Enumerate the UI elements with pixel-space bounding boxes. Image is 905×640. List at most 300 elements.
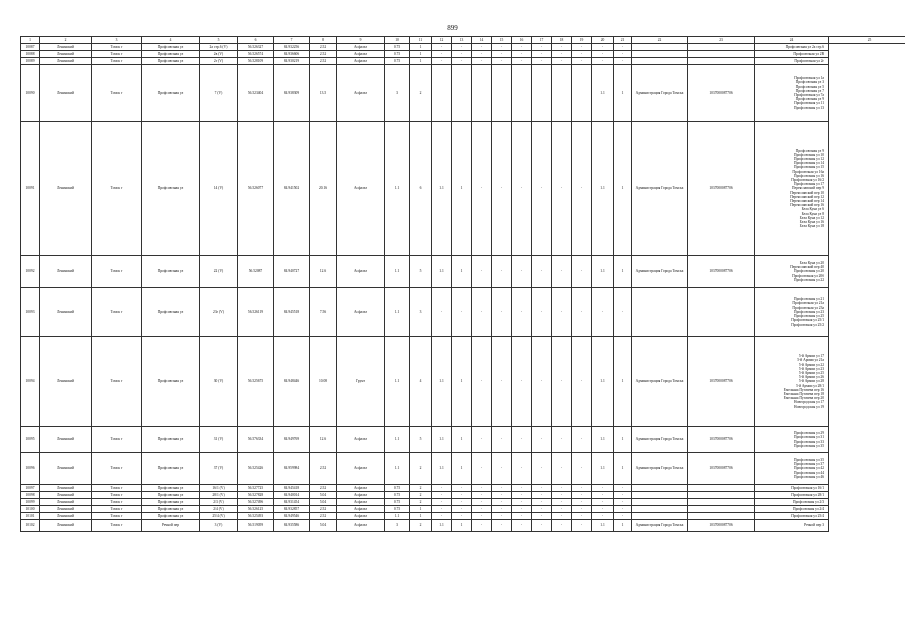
- table-cell: -: [614, 288, 632, 337]
- table-cell: 84.949546: [274, 513, 310, 520]
- table-cell: Томск г: [92, 513, 142, 520]
- table-cell: -: [572, 58, 592, 65]
- table-cell: 84.945418: [274, 485, 310, 492]
- table-cell: -: [492, 453, 512, 485]
- table-cell: 10089: [21, 58, 40, 65]
- table-cell: -: [492, 513, 512, 520]
- table-cell: -: [614, 513, 632, 520]
- table-cell: Профсоюзная ул: [142, 65, 200, 122]
- column-number: 24: [755, 37, 829, 44]
- table-cell: -: [512, 44, 532, 51]
- table-cell: 84.932857: [274, 506, 310, 513]
- served-address: Профсоюзная ул 21: [793, 297, 824, 302]
- served-address: 5-й Армии ул 26: [798, 375, 824, 380]
- table-cell: -: [452, 51, 472, 58]
- address-list-cell: [755, 453, 829, 485]
- address-list-cell: [755, 122, 829, 256]
- table-cell: -: [572, 122, 592, 256]
- table-cell: -: [432, 492, 452, 499]
- table-row: [21, 65, 905, 122]
- table-cell: Администрация Города Томска: [632, 65, 688, 122]
- table-cell: -: [472, 51, 492, 58]
- table-cell: -: [592, 58, 614, 65]
- table-cell: 1.1: [385, 288, 410, 337]
- table-row: [21, 513, 905, 520]
- table-cell: 2в (V): [200, 51, 238, 58]
- served-address: Профсоюзная ул 9: [795, 148, 824, 153]
- table-cell: [632, 513, 688, 520]
- table-cell: -: [512, 337, 532, 427]
- table-row: [21, 288, 905, 337]
- table-cell: 56.576334: [238, 427, 274, 453]
- table-row: [21, 506, 905, 513]
- table-cell: 1.1: [592, 427, 614, 453]
- table-cell: -: [452, 288, 472, 337]
- table-row: [21, 256, 905, 288]
- table-cell: -: [452, 499, 472, 506]
- table-cell: 1037000087706: [688, 122, 755, 256]
- table-cell: Ленинский: [40, 58, 92, 65]
- served-address: 5-й Армии ул 22: [798, 362, 824, 367]
- table-cell: 56.527725: [238, 485, 274, 492]
- table-cell: 84.936606: [274, 51, 310, 58]
- column-number: 3: [92, 37, 142, 44]
- table-cell: Томск г: [92, 492, 142, 499]
- table-cell: 84.932256: [274, 44, 310, 51]
- served-address: Профсоюзная ул 21а: [792, 301, 824, 306]
- table-cell: Томск г: [92, 337, 142, 427]
- column-number: 17: [532, 37, 552, 44]
- table-cell: 84.940727: [274, 256, 310, 288]
- table-cell: 10100: [21, 506, 40, 513]
- column-number: 21: [614, 37, 632, 44]
- table-cell: Грунт: [337, 337, 385, 427]
- served-address: Профсоюзная ул 2/4: [792, 506, 824, 511]
- table-cell: 3: [410, 288, 432, 337]
- table-cell: [452, 65, 472, 122]
- table-cell: 5: [410, 427, 432, 453]
- table-cell: Профсоюзная ул: [142, 58, 200, 65]
- table-cell: -: [512, 122, 532, 256]
- served-address: Емельяна Пугачева пер 20: [783, 396, 824, 401]
- served-address: 5-й Армии ул 28: [798, 379, 824, 384]
- table-cell: Асфальт: [337, 453, 385, 485]
- table-cell: 1.1: [385, 337, 410, 427]
- served-address: Профсоюзная ул 25/1: [791, 318, 824, 323]
- table-cell: Ленинский: [40, 256, 92, 288]
- table-cell: Асфальт: [337, 122, 385, 256]
- table-cell: 84.948446: [274, 337, 310, 427]
- table-cell: 56.526077: [238, 122, 274, 256]
- table-cell: -: [472, 58, 492, 65]
- table-cell: 1.1: [432, 256, 452, 288]
- address-list-cell: [755, 288, 829, 337]
- table-cell: 10.08: [310, 337, 337, 427]
- served-address: Профсоюзная ул 17: [793, 182, 824, 187]
- table-cell: Профсоюзная ул: [142, 492, 200, 499]
- served-address: 5-й Армии ул 17: [798, 354, 824, 359]
- table-cell: 10099: [21, 499, 40, 506]
- table-row: [21, 58, 905, 65]
- table-cell: -: [572, 485, 592, 492]
- table-cell: Асфальт: [337, 506, 385, 513]
- table-cell: -: [492, 256, 512, 288]
- table-cell: -: [532, 513, 552, 520]
- table-cell: 7.56: [310, 288, 337, 337]
- table-cell: 1: [452, 453, 472, 485]
- table-cell: Профсоюзная ул: [142, 427, 200, 453]
- served-address: Профсоюзная ул 35: [793, 443, 824, 448]
- column-number: 5: [200, 37, 238, 44]
- address-list-cell: [755, 513, 829, 520]
- table-cell: 84.945518: [274, 288, 310, 337]
- table-cell: -: [492, 499, 512, 506]
- table-cell: [572, 65, 592, 122]
- served-address: Профсоюзная ул 25/4: [791, 513, 824, 518]
- table-cell: Асфальт: [337, 51, 385, 58]
- table-cell: Асфальт: [337, 58, 385, 65]
- table-cell: -: [472, 506, 492, 513]
- table-cell: -: [572, 492, 592, 499]
- address-list-cell: [755, 337, 829, 427]
- served-address: Бела Куна ул 8: [801, 211, 824, 216]
- table-cell: 2.52: [310, 506, 337, 513]
- served-address: Емельяна Пугачева пер 18: [783, 392, 824, 396]
- served-address: Профсоюзная ул 22: [793, 277, 824, 282]
- table-cell: 10088: [21, 51, 40, 58]
- table-cell: Томск г: [92, 51, 142, 58]
- column-number: 19: [572, 37, 592, 44]
- table-cell: [688, 499, 755, 506]
- table-cell: -: [512, 485, 532, 492]
- table-cell: 4: [410, 337, 432, 427]
- table-cell: 0.75: [385, 499, 410, 506]
- table-cell: 2: [410, 453, 432, 485]
- served-address: Емельяна Пугачева пер 16: [783, 387, 824, 392]
- table-cell: 23г (V): [200, 288, 238, 337]
- table-cell: -: [592, 288, 614, 337]
- table-cell: -: [552, 51, 572, 58]
- table-cell: -: [492, 520, 512, 532]
- table-cell: 2: [410, 65, 432, 122]
- table-cell: Томск г: [92, 499, 142, 506]
- table-cell: 10101: [21, 513, 40, 520]
- column-number: 9: [337, 37, 385, 44]
- table-cell: -: [572, 256, 592, 288]
- served-address: Бела Куна ул 18: [799, 224, 824, 229]
- table-cell: -: [472, 499, 492, 506]
- table-cell: -: [472, 337, 492, 427]
- served-address: Профсоюзная ул 12: [793, 156, 824, 161]
- column-number: 22: [632, 37, 688, 44]
- table-cell: -: [572, 453, 592, 485]
- table-cell: Профсоюзная ул: [142, 499, 200, 506]
- table-cell: Профсоюзная ул: [142, 122, 200, 256]
- table-cell: Асфальт: [337, 44, 385, 51]
- table-cell: 22 (V): [200, 256, 238, 288]
- table-cell: 1.1: [592, 520, 614, 532]
- table-cell: [492, 65, 512, 122]
- table-cell: -: [592, 513, 614, 520]
- table-cell: -: [472, 288, 492, 337]
- served-address: Профсоюзная ул 44: [793, 470, 824, 475]
- table-cell: 6: [410, 122, 432, 256]
- table-cell: 0.75: [385, 506, 410, 513]
- table-cell: Томск г: [92, 506, 142, 513]
- table-cell: [432, 65, 452, 122]
- table-cell: -: [552, 513, 572, 520]
- table-cell: [632, 485, 688, 492]
- table-cell: [688, 506, 755, 513]
- table-cell: 1.1: [432, 453, 452, 485]
- table-cell: 1.1: [385, 453, 410, 485]
- table-cell: Ленинский: [40, 499, 92, 506]
- served-address: Переяславский пер 10: [790, 190, 824, 195]
- table-cell: [688, 485, 755, 492]
- table-row: [21, 485, 905, 492]
- table-cell: [632, 499, 688, 506]
- table-cell: 1.1: [432, 427, 452, 453]
- served-address: Профсоюзная ул 14: [793, 161, 824, 166]
- table-cell: -: [572, 506, 592, 513]
- table-cell: -: [614, 485, 632, 492]
- served-address: Профсоюзная ул 23: [793, 309, 824, 314]
- table-cell: [688, 288, 755, 337]
- table-cell: 2г (V): [200, 58, 238, 65]
- table-cell: -: [572, 520, 592, 532]
- table-cell: -: [492, 58, 512, 65]
- table-cell: Профсоюзная ул: [142, 337, 200, 427]
- table-cell: Томск г: [92, 256, 142, 288]
- table-cell: 2а стр.6 (V): [200, 44, 238, 51]
- table-cell: Томск г: [92, 122, 142, 256]
- table-cell: [688, 492, 755, 499]
- table-cell: -: [572, 288, 592, 337]
- table-cell: -: [532, 453, 552, 485]
- column-number: 18: [552, 37, 572, 44]
- table-cell: 0.75: [385, 492, 410, 499]
- table-cell: 56.523404: [238, 65, 274, 122]
- table-cell: 56.528109: [238, 58, 274, 65]
- column-number: 15: [492, 37, 512, 44]
- table-cell: Ленинский: [40, 492, 92, 499]
- table-cell: 31 (V): [200, 427, 238, 453]
- table-cell: -: [552, 256, 572, 288]
- table-cell: 84.935586: [274, 520, 310, 532]
- table-cell: Ленинский: [40, 44, 92, 51]
- table-cell: Администрация Города Томска: [632, 427, 688, 453]
- table-cell: 3: [385, 65, 410, 122]
- column-number: 7: [274, 37, 310, 44]
- table-cell: -: [552, 485, 572, 492]
- table-cell: -: [452, 58, 472, 65]
- table-cell: Томск г: [92, 427, 142, 453]
- table-cell: 2: [410, 492, 432, 499]
- served-address: Профсоюзная ул 16: [793, 173, 824, 178]
- table-cell: 1.1: [592, 122, 614, 256]
- table-cell: -: [592, 506, 614, 513]
- table-cell: Асфальт: [337, 65, 385, 122]
- table-cell: -: [472, 492, 492, 499]
- served-address: Профсоюзная ул 35: [793, 457, 824, 462]
- table-cell: Ленинский: [40, 506, 92, 513]
- table-cell: [632, 492, 688, 499]
- table-cell: 1037000087706: [688, 65, 755, 122]
- table-row: [21, 427, 905, 453]
- page-number: 899: [447, 24, 458, 32]
- column-number: 8: [310, 37, 337, 44]
- table-cell: 84.941502: [274, 122, 310, 256]
- table-cell: 1.1: [385, 122, 410, 256]
- table-cell: -: [614, 58, 632, 65]
- table-cell: 5.04: [310, 492, 337, 499]
- table-cell: -: [472, 427, 492, 453]
- table-cell: -: [452, 506, 472, 513]
- table-cell: 2: [410, 485, 432, 492]
- column-number: 16: [512, 37, 532, 44]
- table-cell: 56.525675: [238, 337, 274, 427]
- address-list-cell: [755, 51, 829, 58]
- served-address: Переяславский пер 16: [790, 203, 824, 208]
- column-number: 14: [472, 37, 492, 44]
- table-cell: -: [532, 506, 552, 513]
- table-cell: 0.75: [385, 485, 410, 492]
- column-number: 2: [40, 37, 92, 44]
- table-cell: [632, 44, 688, 51]
- table-cell: 1: [452, 427, 472, 453]
- table-cell: Асфальт: [337, 288, 385, 337]
- table-cell: -: [512, 506, 532, 513]
- table-cell: -: [492, 288, 512, 337]
- table-cell: -: [552, 427, 572, 453]
- table-cell: -: [552, 506, 572, 513]
- table-cell: 12.6: [310, 427, 337, 453]
- table-cell: 1: [410, 506, 432, 513]
- table-cell: 1: [452, 122, 472, 256]
- table-cell: [688, 513, 755, 520]
- served-address: Профсоюзная ул 2а стр.6: [785, 44, 824, 49]
- table-cell: 5.04: [310, 520, 337, 532]
- table-cell: 1.1: [432, 520, 452, 532]
- table-cell: -: [532, 288, 552, 337]
- table-cell: -: [552, 453, 572, 485]
- table-cell: 1: [614, 337, 632, 427]
- table-cell: 1037000087706: [688, 520, 755, 532]
- served-address: Профсоюзная ул 16/1: [791, 485, 824, 490]
- table-cell: Ленинский: [40, 520, 92, 532]
- table-cell: [532, 65, 552, 122]
- served-address: Профсоюзная ул 33: [793, 439, 824, 444]
- table-cell: 0.75: [385, 44, 410, 51]
- table-cell: -: [532, 492, 552, 499]
- table-cell: -: [452, 492, 472, 499]
- table-cell: 10102: [21, 520, 40, 532]
- table-cell: Профсоюзная ул: [142, 44, 200, 51]
- table-cell: 10090: [21, 65, 40, 122]
- table-cell: Профсоюзная ул: [142, 51, 200, 58]
- table-cell: -: [572, 337, 592, 427]
- table-cell: [688, 44, 755, 51]
- table-cell: Ленинский: [40, 65, 92, 122]
- served-address: 5-й Армии ул 28/1: [796, 383, 824, 388]
- served-address: 5-й Армии ул 25: [798, 370, 824, 375]
- served-address: Бела Куна ул 20: [799, 260, 824, 265]
- table-cell: Томск г: [92, 58, 142, 65]
- column-number: 1: [21, 37, 40, 44]
- served-address: Новгородская ул 19: [794, 404, 824, 409]
- table-cell: -: [512, 58, 532, 65]
- table-cell: 1: [410, 44, 432, 51]
- table-cell: Администрация Города Томска: [632, 122, 688, 256]
- table-cell: [632, 506, 688, 513]
- table-cell: Профсоюзная ул: [142, 506, 200, 513]
- table-cell: 1: [614, 122, 632, 256]
- table-cell: 5.04: [310, 499, 337, 506]
- table-cell: 16/1 (V): [200, 485, 238, 492]
- served-address: Профсоюзная ул 5: [795, 84, 824, 89]
- served-address: Профсоюзная ул 16а: [792, 169, 824, 174]
- table-cell: -: [552, 58, 572, 65]
- table-cell: 30 (V): [200, 337, 238, 427]
- table-cell: -: [432, 513, 452, 520]
- table-cell: Администрация Города Томска: [632, 337, 688, 427]
- column-number-header: [21, 37, 905, 44]
- served-address: Профсоюзная ул 25: [793, 314, 824, 319]
- table-cell: [552, 65, 572, 122]
- column-number: 13: [452, 37, 472, 44]
- table-cell: [472, 65, 492, 122]
- column-number: 10: [385, 37, 410, 44]
- table-cell: Администрация Города Томска: [632, 256, 688, 288]
- served-address: Переяславский пер 12: [790, 194, 824, 199]
- table-cell: 2: [410, 499, 432, 506]
- table-cell: 84.931454: [274, 499, 310, 506]
- table-cell: -: [552, 492, 572, 499]
- table-cell: -: [512, 288, 532, 337]
- table-cell: -: [492, 122, 512, 256]
- served-address: Речной пер 3: [804, 523, 824, 528]
- served-address: Профсоюзная ул 11: [794, 101, 824, 106]
- address-list-cell: [755, 485, 829, 492]
- table-cell: -: [532, 58, 552, 65]
- table-cell: -: [512, 256, 532, 288]
- served-address: Профсоюзная ул 3: [795, 80, 824, 85]
- table-cell: 20.16: [310, 122, 337, 256]
- served-address: Профсоюзная ул 7а: [794, 93, 824, 97]
- table-cell: -: [512, 499, 532, 506]
- table-cell: 3 (V): [200, 520, 238, 532]
- table-row: [21, 51, 905, 58]
- served-address: 5-й Армии ул 23: [798, 366, 824, 371]
- table-cell: 1: [410, 513, 432, 520]
- table-cell: -: [592, 492, 614, 499]
- table-cell: 0.75: [385, 51, 410, 58]
- table-cell: 2.52: [310, 44, 337, 51]
- table-cell: -: [552, 122, 572, 256]
- served-address: Профсоюзная ул 46: [793, 474, 824, 479]
- table-cell: -: [532, 499, 552, 506]
- table-cell: 56.526119: [238, 288, 274, 337]
- table-cell: 2.52: [310, 513, 337, 520]
- table-row: [21, 122, 905, 256]
- table-cell: 1: [614, 453, 632, 485]
- table-cell: Ленинский: [40, 288, 92, 337]
- table-cell: -: [492, 51, 512, 58]
- table-cell: [632, 58, 688, 65]
- served-address: Профсоюзная ул 2В: [793, 51, 824, 56]
- table-cell: 10095: [21, 427, 40, 453]
- table-cell: -: [552, 499, 572, 506]
